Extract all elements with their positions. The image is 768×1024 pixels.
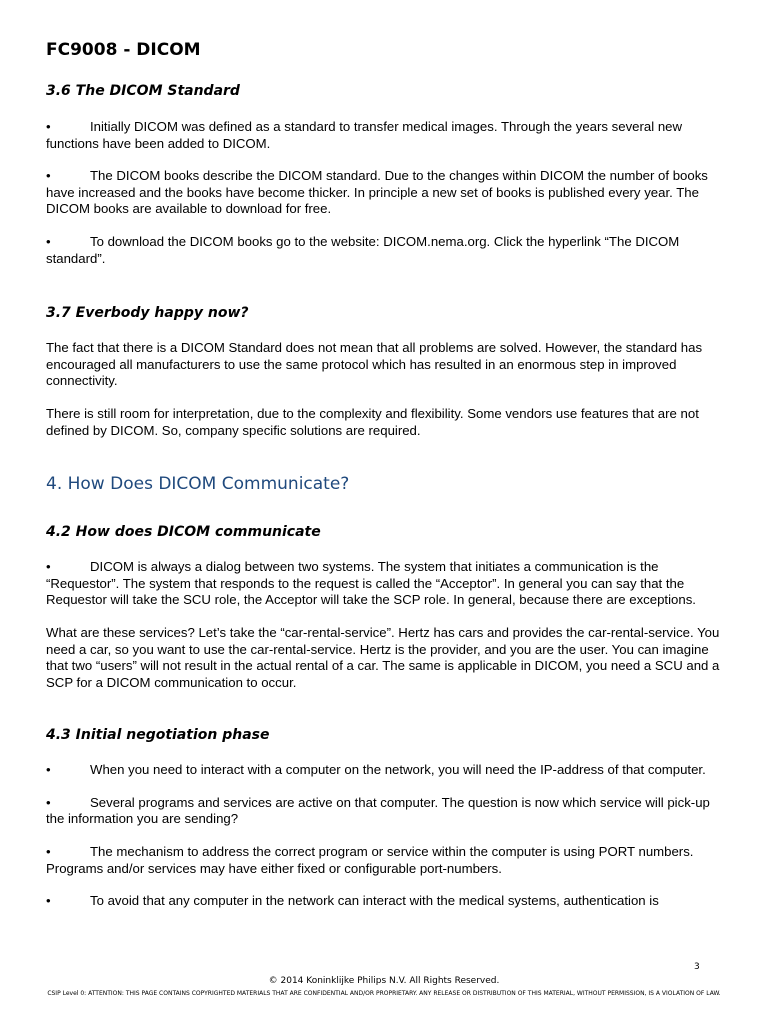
footer-copyright: © 2014 Koninklijke Philips N.V. All Rights Reserved. — [268, 976, 500, 986]
document-body — [46, 81, 726, 910]
bullet-marker: • — [46, 794, 51, 810]
paragraph-text: To download the DICOM books go to the website: DICOM.nema.org. Click the hyperlink “The DICOM standard”. — [46, 233, 680, 266]
bullet-marker: • — [46, 119, 51, 134]
paragraph-text: Several programs and services are active on that computer. The question is now which service will pick-up the information you are sending? — [46, 794, 710, 827]
bullet-marker: • — [46, 559, 51, 575]
bullet-marker: • — [46, 844, 51, 860]
section-4-3-heading: 4.3 Initial negotiation phase — [46, 727, 270, 744]
paragraph-text: The DICOM books describe the DICOM standard. Due to the changes within DICOM the number of books have increased and the books have become thicker. In principle a new set of books is published every year. The DICOM books are available to download for free. — [46, 168, 708, 217]
section-4-2-paragraph-1 — [46, 559, 726, 609]
section-4-3-paragraph-4 — [46, 893, 726, 910]
paragraph-text: Initially DICOM was defined as a standard to transfer medical images. Through the years several new functions have been added to DICOM. — [46, 119, 683, 151]
section-4-2-heading: 4.2 How does DICOM communicate — [46, 524, 321, 541]
section-3-6-paragraph-3 — [46, 234, 726, 267]
section-3-7-heading: 3.7 Everbody happy now? — [46, 305, 249, 322]
section-4-3-paragraph-3 — [46, 844, 726, 877]
section-3-7-paragraph-2: There is still room for interpretation, due to the complexity and flexibility. Some vendors use features that are not defined by DICOM. So, company specific solutions are required. — [46, 405, 699, 438]
section-3-6-paragraph-1 — [46, 119, 726, 152]
section-3-7-paragraph-1: The fact that there is a DICOM Standard does not mean that all problems are solved. However, the standard has encouraged all manufacturers to use the same protocol which has resulted in an enormous step in improved connectivity. — [46, 340, 703, 389]
paragraph-text: To avoid that any computer in the network can interact with the medical systems, authentication is — [90, 893, 659, 909]
bullet-marker: • — [46, 233, 51, 249]
section-4-3-paragraph-1 — [46, 762, 726, 779]
section-3-6-paragraph-2 — [46, 168, 726, 218]
paragraph-text: DICOM is always a dialog between two systems. The system that initiates a communication is the “Requestor”. The system that responds to the request is called the “Acceptor”. In general you can say that the Requestor will take the SCU role, the Acceptor will take the SCP role. In general, because there are exceptions. — [46, 559, 696, 608]
section-4-3-paragraph-2 — [46, 795, 726, 828]
chapter-4-heading: 4. How Does DICOM Communicate? — [46, 474, 350, 495]
bullet-marker: • — [46, 762, 51, 778]
section-3-6-heading: 3.6 The DICOM Standard — [46, 83, 240, 99]
bullet-marker: • — [46, 893, 51, 909]
section-4-2-paragraph-2: What are these services? Let’s take the “car-rental-service”. Hertz has cars and provides the car-rental-service. You need a car, so you want to use the car-rental-service. Hertz is the provider, and you are the user. You can imagine that two “users” will not result in the actual rental of a car. The same is applicable in DICOM, you need a SCU and a SCP for a DICOM communication to occur. — [46, 624, 720, 690]
page-number: 3 — [694, 962, 700, 972]
paragraph-text: The mechanism to address the correct program or service within the computer is using PORT numbers. Programs and/or services may have either fixed or configurable port-numbers. — [46, 844, 694, 876]
footer-legal-notice: CSIP Level 0: ATTENTION: THIS PAGE CONTAINS COPYRIGHTED MATERIALS THAT ARE CONFIDENTIAL AND/OR PROPRIETARY. ANY RELEASE OR DISTRIBUTION OF THIS MATERIAL, WITHOUT PERMISSION, IS A VIOLATION OF LAW. — [47, 990, 721, 997]
bullet-marker: • — [46, 168, 51, 184]
document-header-title: FC9008 - DICOM — [46, 40, 201, 60]
paragraph-text: When you need to interact with a computer on the network, you will need the IP-address of that computer. — [90, 762, 706, 778]
